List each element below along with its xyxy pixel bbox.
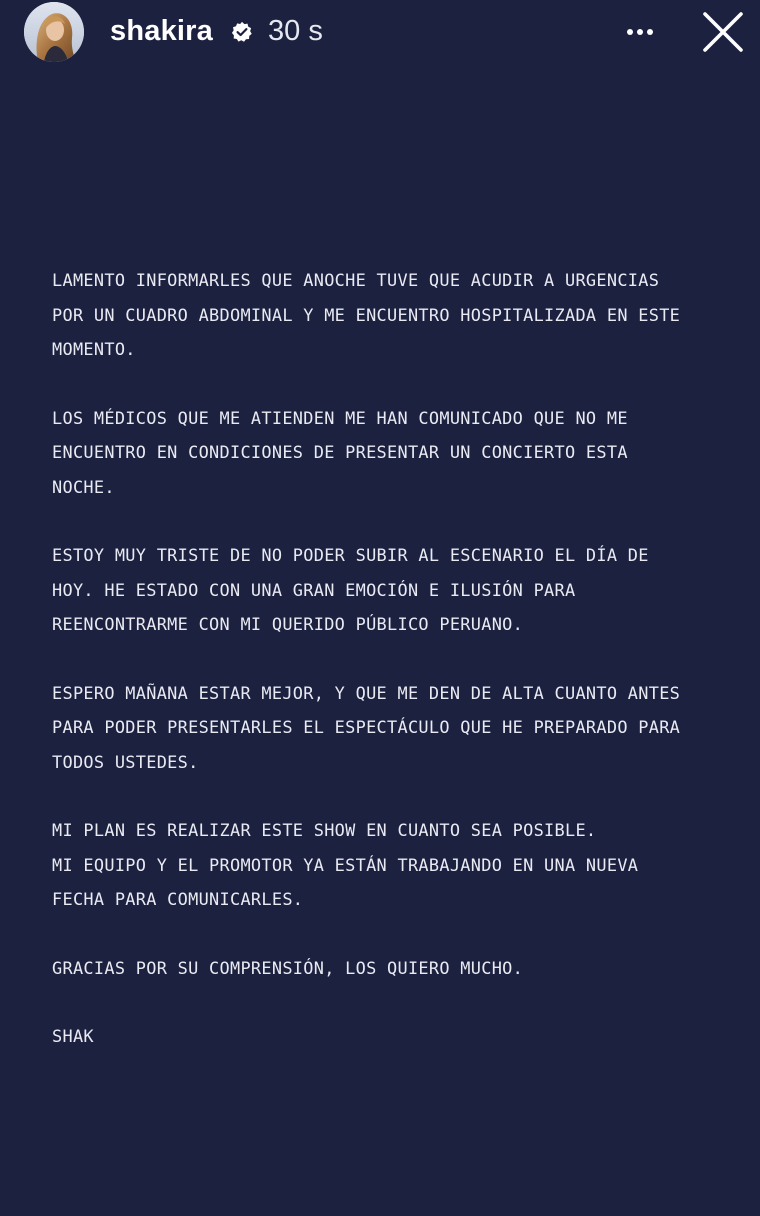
message-line: ENCUENTRO EN CONDICIONES DE PRESENTAR UN CONCIERTO ESTA — [52, 442, 628, 462]
message-line: GRACIAS POR SU COMPRENSIÓN, LOS QUIERO MUCHO. — [52, 957, 524, 978]
message-line: ESTOY MUY TRISTE DE NO PODER SUBIR AL ESCENARIO EL DÍA DE — [52, 545, 649, 565]
more-options-icon — [620, 16, 660, 48]
message-line: NOCHE. — [52, 476, 115, 497]
message-paragraph — [52, 401, 742, 505]
message-line: TODOS USTEDES. — [52, 751, 199, 772]
message-paragraph — [52, 538, 742, 642]
message-line: POR UN CUADRO ABDOMINAL Y ME ENCUENTRO HOSPITALIZADA EN ESTE — [52, 304, 681, 325]
avatar[interactable] — [24, 2, 84, 62]
profile-photo-icon — [24, 2, 84, 62]
message-line: ESPERO MAÑANA ESTAR MEJOR, Y QUE ME DEN DE ALTA CUANTO ANTES — [52, 682, 681, 703]
more-options-button[interactable] — [620, 16, 660, 48]
message-paragraph — [52, 951, 742, 986]
signature-line: SHAK — [52, 1026, 94, 1046]
message-paragraph — [52, 813, 742, 917]
verified-badge-icon — [231, 21, 253, 43]
message-line: MOMENTO. — [52, 339, 136, 359]
message-line: LOS MÉDICOS QUE ME ATIENDEN ME HAN COMUNICADO QUE NO ME — [52, 407, 628, 428]
username[interactable]: shakira — [110, 15, 213, 47]
message-line: PARA PODER PRESENTARLES EL ESPECTÁCULO QUE HE PREPARADO PARA — [52, 717, 681, 737]
story-message — [52, 263, 742, 1088]
message-signature — [52, 1019, 742, 1054]
story-timestamp: 30 s — [268, 15, 323, 47]
message-paragraph — [52, 676, 742, 780]
message-line: HOY. HE ESTADO CON UNA GRAN EMOCIÓN E ILUSIÓN PARA — [52, 579, 576, 600]
message-paragraph — [52, 263, 742, 367]
message-line: MI EQUIPO Y EL PROMOTOR YA ESTÁN TRABAJANDO EN UNA NUEVA — [52, 854, 639, 875]
message-line: MI PLAN ES REALIZAR ESTE SHOW EN CUANTO SEA POSIBLE. — [52, 820, 597, 840]
close-icon — [698, 8, 748, 56]
message-line: REENCONTRARME CON MI QUERIDO PÚBLICO PERUANO. — [52, 614, 524, 634]
close-button[interactable] — [698, 8, 748, 56]
message-line: FECHA PARA COMUNICARLES. — [52, 889, 304, 909]
message-line: LAMENTO INFORMARLES QUE ANOCHE TUVE QUE ACUDIR A URGENCIAS — [52, 270, 660, 290]
story-header — [0, 0, 760, 64]
